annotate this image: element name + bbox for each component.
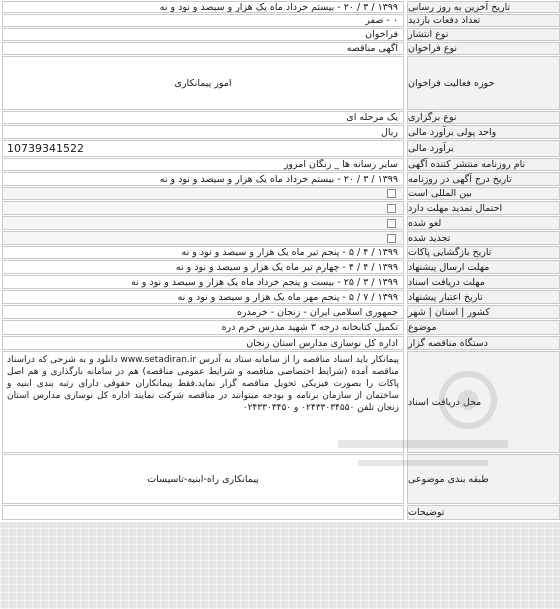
row-validity [0,290,560,304]
last-update-label: تاریخ آخرین به روز رسانی [407,1,560,13]
newspaper-value: سایر رسانه ها _ زنگان امروز [2,158,404,171]
ad-date-label: تاریخ درج آگهی در روزنامه [407,172,560,186]
activity-field-value: امور پیمانکاری [2,56,404,110]
currency-label: واحد پولی برآورد مالی [407,125,560,139]
row-location [0,305,560,319]
description-label: توضیحات [407,505,560,520]
ad-date-value: ۱۳۹۹ / ۳ / ۲۰ - بیستم خرداد ماه یک هزار و سیصد و نود و نه [2,172,404,186]
currency-value: ریال [2,125,404,139]
docs-location-value: پیمانکار باید اسناد مناقصه را از سامانه ستاد به آدرس www.setadiran.ir دانلود و به شرحی که دراسناد مناقصه آمده (شرایط اختصاصی مناقصه و شرایط عمومی مناقصه) هم در سامانه بارگذاری و هم اصل پاکات را بصورت فیزیکی تحویل مناقصه گزار نماید.فقط پیمانکاران حقوقی دارای رتبه بندی ابنیه و ساختمان از سازمان برنامه و بودجه میتوانند در مناقصه شرکت نمایند اداره کل نوسازی مدارس استان زنجان تلفن ۰۲۴۳۳۰۳۴۵۵۰ و ۰۲۴۳۳۰۳۴۵۰ [2,351,404,453]
docs-deadline-label: مهلت دریافت اسناد [407,275,560,289]
category-label: طبقه بندی موضوعی [407,454,560,504]
holding-type-label: نوع برگزاری [407,111,560,124]
row-extension [0,201,560,215]
location-label: کشور | استان | شهر [407,305,560,319]
row-ad-date [0,172,560,186]
validity-value: ۱۳۹۹ / ۷ / ۵ - پنجم مهر ماه یک هزار و سیصد و نود و نه [2,290,404,304]
submit-deadline-value: ۱۳۹۹ / ۴ / ۴ - چهارم تیر ماه یک هزار و سیصد و نود و نه [2,260,404,274]
location-value: جمهوری اسلامی ایران - زنجان - خرمدره [2,305,404,319]
row-publish-type [0,28,560,41]
estimate-label: برآورد مالی [407,140,560,157]
call-type-value: آگهی مناقصه [2,42,404,55]
row-international [0,187,560,200]
row-category [0,454,560,504]
row-organization [0,336,560,350]
validity-label: تاریخ اعتبار پیشنهاد [407,290,560,304]
international-label: بین المللی است [407,187,560,200]
call-type-label: نوع فراخوان [407,42,560,55]
cancelled-checkbox[interactable] [387,219,396,228]
row-newspaper [0,158,560,171]
renewed-value [2,231,404,245]
row-description [0,505,560,520]
publish-type-value: فراخوان [2,28,404,41]
opening-date-label: تاریخ بازگشایی پاکات [407,246,560,259]
organization-value: اداره کل نوسازی مدارس استان زنجان [2,336,404,350]
cancelled-value [2,216,404,230]
extension-value [2,201,404,215]
organization-label: دستگاه مناقصه گزار [407,336,560,350]
category-value: پیمانکاری راه-ابنیه-تاسیسات [2,454,404,504]
publish-type-label: نوع انتشار [407,28,560,41]
subject-value: تکمیل کتابخانه درجه ۳ شهید مدرس خرم دره [2,320,404,335]
footer-pattern [0,522,560,609]
last-update-value: ۱۳۹۹ / ۳ / ۲۰ - بیستم خرداد ماه یک هزار و سیصد و نود و نه [2,1,404,13]
row-estimate [0,140,560,157]
row-holding-type [0,111,560,124]
row-currency [0,125,560,139]
international-checkbox[interactable] [387,189,396,198]
docs-location-label: محل دریافت اسناد [407,351,560,453]
extension-label: احتمال تمدید مهلت دارد [407,201,560,215]
row-docs-deadline [0,275,560,289]
row-last-update [0,1,560,13]
row-activity-field [0,56,560,110]
opening-date-value: ۱۳۹۹ / ۴ / ۵ - پنجم تیر ماه یک هزار و سیصد و نود و نه [2,246,404,259]
activity-field-label: حوزه فعالیت فراخوان [407,56,560,110]
row-opening-date [0,246,560,259]
newspaper-label: نام روزنامه منتشر کننده آگهی [407,158,560,171]
estimate-value: 10739341522 [2,140,404,157]
row-docs-location [0,351,560,453]
extension-checkbox[interactable] [387,204,396,213]
submit-deadline-label: مهلت ارسال پیشنهاد [407,260,560,274]
renewed-checkbox[interactable] [387,234,396,243]
row-submit-deadline [0,260,560,274]
description-value [2,505,404,520]
holding-type-value: یک مرحله ای [2,111,404,124]
docs-deadline-value: ۱۳۹۹ / ۳ / ۲۵ - بیست و پنجم خرداد ماه یک هزار و سیصد و نود و نه [2,275,404,289]
row-cancelled [0,216,560,230]
row-visit-count [0,14,560,27]
cancelled-label: لغو شده [407,216,560,230]
visit-count-label: تعداد دفعات بازدید [407,14,560,27]
row-subject [0,320,560,335]
visit-count-value: ۰ - صفر [2,14,404,27]
renewed-label: تجدید شده [407,231,560,245]
subject-label: موضوع [407,320,560,335]
row-renewed [0,231,560,245]
row-call-type [0,42,560,55]
international-value [2,187,404,200]
